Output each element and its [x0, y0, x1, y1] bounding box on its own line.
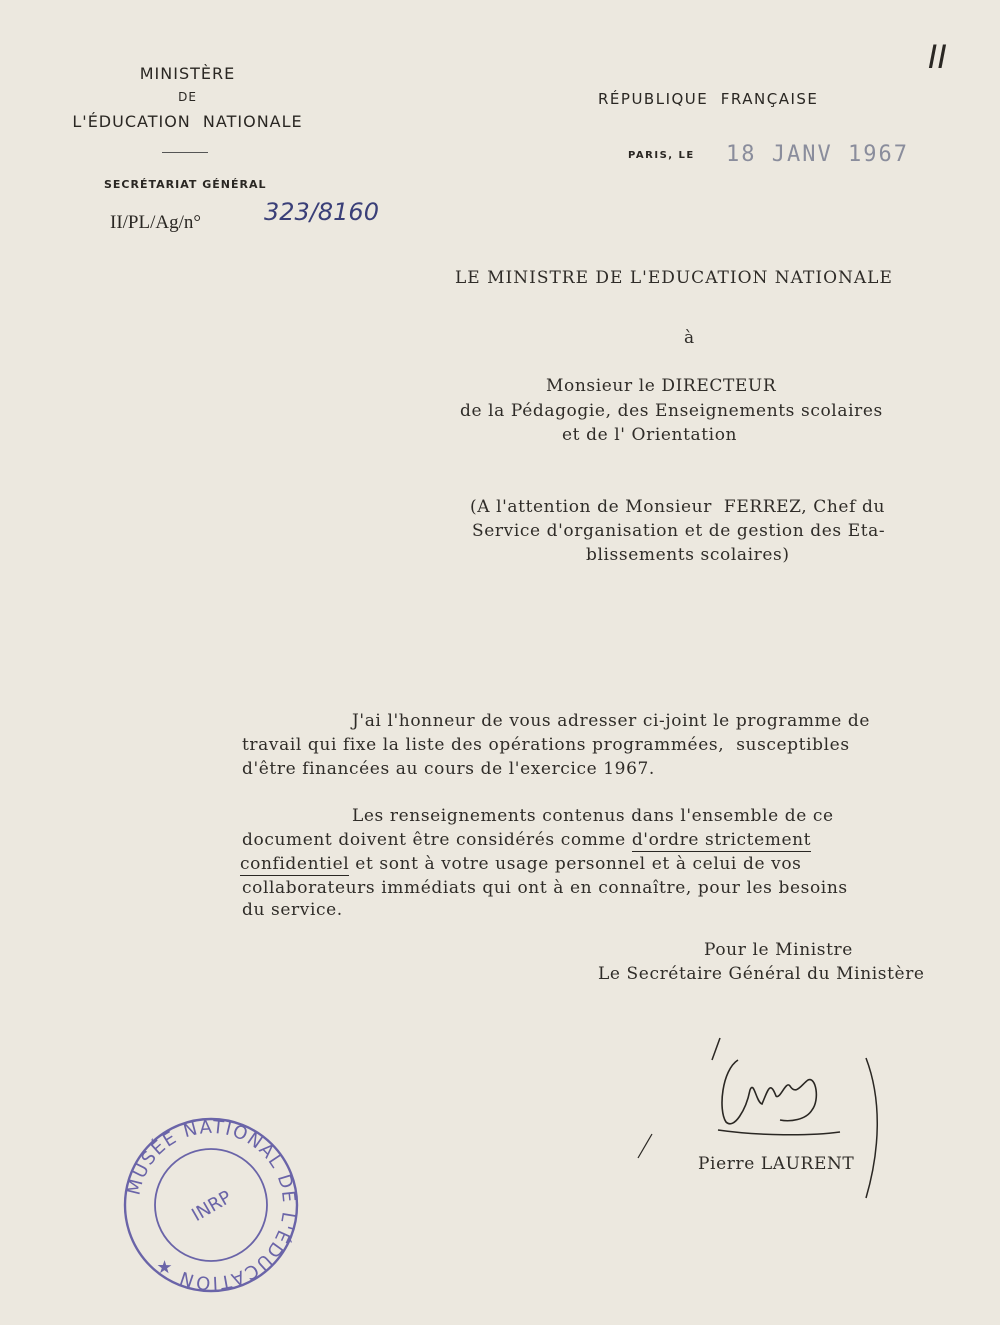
sender-line: LE MINISTRE DE L'EDUCATION NATIONALE	[455, 268, 893, 288]
paris-label: PARIS, LE	[628, 150, 695, 161]
secretariat-label: SECRÉTARIAT GÉNÉRAL	[104, 178, 267, 191]
attention-line3: blissements scolaires)	[586, 545, 790, 565]
date-stamp: 18 JANV 1967	[726, 142, 909, 167]
museum-seal	[118, 1112, 304, 1298]
recipient-line2: de la Pédagogie, des Enseignements scolaires	[460, 401, 883, 421]
svg-text:INRP: INRP	[188, 1186, 236, 1226]
attention-line2: Service d'organisation et de gestion des Eta-	[472, 521, 886, 541]
body-p2-line4: collaborateurs immédiats qui ont à en connaître, pour les besoins	[242, 878, 848, 898]
underlined-word-confidentiel: confidentiel	[240, 854, 350, 874]
closing-line2: Le Secrétaire Général du Ministère	[598, 964, 925, 984]
republic-title: RÉPUBLIQUE FRANÇAISE	[598, 90, 819, 108]
ministry-line3: L'ÉDUCATION NATIONALE	[72, 112, 303, 131]
ministry-line1: MINISTÈRE	[139, 64, 236, 83]
body-p1-line2: travail qui fixe la liste des opérations programmées, susceptibles	[242, 735, 850, 755]
body-p1-line3: d'être financées au cours de l'exercice 1967.	[242, 759, 655, 779]
recipient-line3: et de l' Orientation	[562, 425, 738, 445]
body-p2-line5: du service.	[242, 900, 343, 920]
body-p2-line2	[242, 830, 811, 850]
handwritten-signature	[630, 1030, 900, 1200]
body-p2-line2-start: document doivent être considérés comme	[242, 830, 632, 850]
body-p2-line3-end: et sont à votre usage personnel et à celui de vos	[349, 854, 802, 874]
to-word: à	[684, 328, 695, 348]
reference-number: 323/8160	[264, 198, 379, 226]
signatory-name: Pierre LAURENT	[698, 1154, 855, 1174]
header-divider	[162, 152, 208, 153]
body-p2-line1: Les renseignements contenus dans l'ensemble de ce	[352, 806, 834, 826]
attention-line1: (A l'attention de Monsieur FERREZ, Chef du	[470, 497, 886, 517]
underlined-phrase-strictement: d'ordre strictement	[631, 830, 812, 850]
ministry-line2: DE	[178, 90, 197, 104]
recipient-line1: Monsieur le DIRECTEUR	[546, 376, 777, 396]
svg-text:MUSÉE NATIONAL DE L'ÉDUCATION: MUSÉE NATIONAL DE L'ÉDUCATION ★	[123, 1116, 300, 1294]
reference-prefix: II/PL/Ag/n°	[110, 212, 201, 233]
closing-line1: Pour le Ministre	[704, 940, 853, 960]
body-p1-line1: J'ai l'honneur de vous adresser ci-joint le programme de	[352, 711, 871, 731]
roman-mark: II	[928, 38, 947, 76]
body-p2-line3	[240, 854, 801, 874]
